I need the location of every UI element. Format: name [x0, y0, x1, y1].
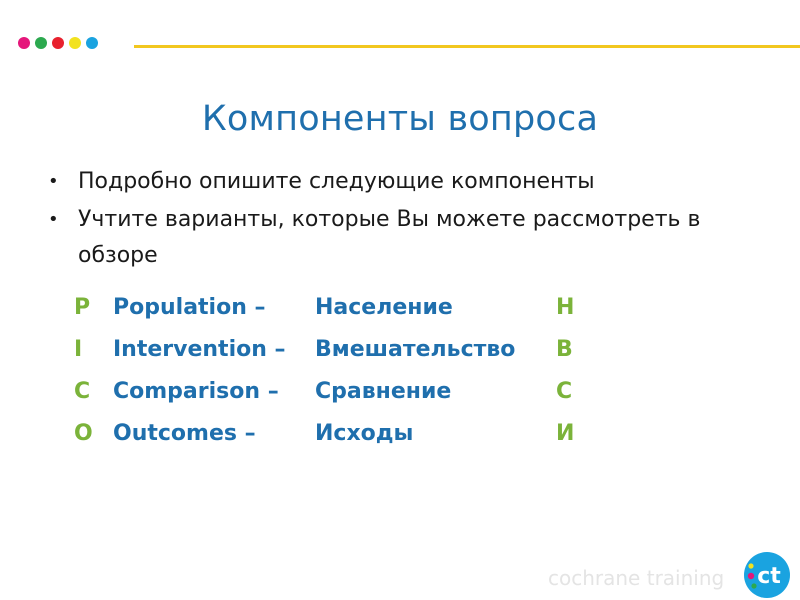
pico-letter: C [74, 378, 91, 404]
dot-pink [18, 37, 30, 49]
pico-letter: I [74, 336, 83, 362]
pico-letter: P [74, 294, 91, 320]
pico-russian-term: Вмешательство [315, 336, 516, 362]
pico-russian-letter: В [556, 336, 573, 362]
pico-russian-term: Исходы [315, 420, 414, 446]
pico-russian-term: Сравнение [315, 378, 452, 404]
pico-russian-letter: Н [556, 294, 575, 320]
pico-russian-letter: И [556, 420, 575, 446]
pico-russian-letter: С [556, 378, 573, 404]
pico-row [74, 328, 574, 370]
pico-russian-term: Население [315, 294, 453, 320]
pico-english-term: Outcomes – [113, 420, 256, 446]
dot-green [35, 37, 47, 49]
header-rule [134, 45, 800, 48]
bullet-text: Учтите варианты, которые Вы можете рассмотреть в обзоре [78, 207, 701, 268]
pico-row [74, 286, 574, 328]
bullet-item [40, 164, 760, 200]
bullet-text: Подробно опишите следующие компоненты [78, 169, 595, 194]
header-dots [18, 37, 98, 49]
bullet-icon: • [48, 171, 59, 192]
footer-brand-text: cochrane training [548, 566, 725, 590]
dot-blue [86, 37, 98, 49]
pico-table [74, 286, 574, 454]
pico-letter: O [74, 420, 93, 446]
cochrane-logo-icon [742, 550, 792, 600]
pico-row [74, 412, 574, 454]
dot-red [52, 37, 64, 49]
bullet-item [40, 202, 760, 274]
pico-row [74, 370, 574, 412]
pico-english-term: Comparison – [113, 378, 279, 404]
logo-text: ct [757, 564, 781, 589]
slide-title: Компоненты вопроса [201, 99, 599, 140]
bullet-icon: • [48, 209, 59, 230]
pico-english-term: Intervention – [113, 336, 286, 362]
dot-yellow [69, 37, 81, 49]
pico-english-term: Population – [113, 294, 266, 320]
bullet-list [40, 164, 760, 276]
